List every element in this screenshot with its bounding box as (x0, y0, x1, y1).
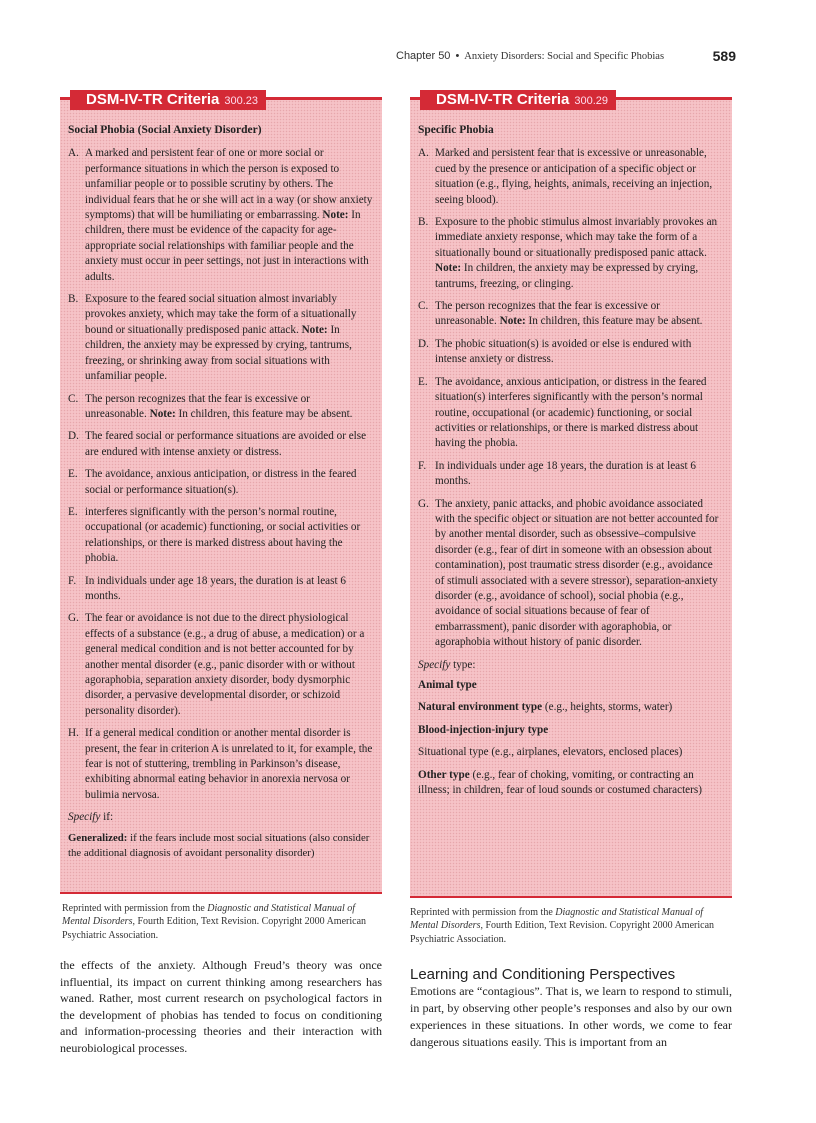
specify-label: Specify (68, 811, 101, 824)
criterion-item (418, 215, 724, 292)
criterion-text: In individuals under age 18 years, the duration is at least 6 months. (435, 459, 696, 488)
specific-phobia-criteria-box (410, 91, 732, 898)
criterion-letter: C. (68, 392, 79, 405)
type-label: Blood-injection-injury type (418, 723, 549, 736)
specify-suffix: if: (100, 811, 114, 824)
criterion-text: Marked and persistent fear that is excessive or unreasonable, cued by the presence or anticipation of a specific object or situation (e.g., flying, heights, animals, receiving an injection, seeing blood). (435, 147, 713, 206)
criterion-item (418, 299, 724, 330)
type-text: Situational type (e.g., airplanes, elevators, enclosed places) (418, 746, 683, 759)
credit-title: Diagnostic and Statistical Manual of Mental Disorders (410, 907, 704, 932)
type-label: Natural environment type (418, 701, 543, 714)
criterion-text: Exposure to the phobic stimulus almost invariably provokes an immediate anxiety response, which may take the form of a situationally bound or situationally predisposed panic attack. (435, 216, 718, 259)
type-item (418, 700, 724, 715)
generalized-specifier (68, 831, 374, 861)
body-text-left: the effects of the anxiety. Although Freud’s theory was once influential, its impact on current thinking among researchers has waned. Rather, most current research on psychological factors in the development of phobias has tended to focus on conditioning and information-processing theories and their interaction with neurobiological processes. (60, 958, 382, 1055)
type-label: Animal type (418, 679, 477, 691)
criterion-text: The fear or avoidance is not due to the direct physiological effects of a substance (e.g., a drug of abuse, a medication) or a general medical condition and is not better accounted for by another mental disorder (e.g., panic disorder with or without agoraphobia, separation anxiety disorder, body dysmorphic disorder, a pervasive developmental disorder, or schizoid personality disorder). (85, 612, 365, 717)
criterion-item (68, 146, 374, 285)
criterion-text: The anxiety, panic attacks, and phobic avoidance associated with the specific object or situation are not better accounted for by another mental disorder, such as obsessive–compulsive disorder (e.g., fear of dirt in someone with an obsession about contamination), post traumatic stress disorder (e.g., avoidance of stimuli associated with a severe stressor), separation-anxiety disorder (e.g., avoidance of school), social phobia (e.g., avoidance of social situations because of fear of embarrassment), panic disorder with agoraphobia, or agoraphobia without history of panic disorder. (435, 497, 719, 649)
criterion-letter: G. (418, 497, 429, 510)
criterion-text: Exposure to the feared social situation almost invariably provokes anxiety, which may take the form of a situationally bound or situationally predisposed panic attack. (85, 293, 357, 336)
criterion-note-text: In children, the anxiety may be expressed by crying, tantrums, freezing, or clinging. (435, 262, 699, 290)
criterion-item (68, 467, 374, 498)
criteria-tab (420, 90, 616, 110)
reprint-credit-left (62, 902, 382, 942)
criterion-letter: F. (68, 574, 77, 587)
type-item (418, 768, 724, 799)
running-head (396, 46, 736, 66)
credit-post: , Fourth Edition, Text Revision. Copyright 2000 American Psychiatric Association. (62, 916, 367, 941)
criterion-text: The person recognizes that the fear is excessive or unreasonable. (85, 392, 310, 420)
criterion-item (68, 392, 374, 423)
criterion-item (68, 726, 374, 803)
criteria-tab-title: DSM-IV-TR Criteria (86, 91, 220, 108)
social-phobia-criteria-box (60, 91, 382, 894)
criterion-note-text: In children, this feature may be absent. (178, 407, 353, 420)
credit-pre: Reprinted with permission from the (410, 907, 556, 918)
criterion-note-text: In children, there must be evidence of the capacity for age-appropriate social relationships with familiar people and the anxiety must occur in peer settings, not just in interactions with adults. (85, 209, 369, 283)
criterion-text: In individuals under age 18 years, the duration is at least 6 months. (85, 574, 346, 602)
criterion-note-text: In children, the anxiety may be expressed by crying, tantrums, freezing, or shrinking away from social situations with unfamiliar people. (85, 323, 352, 383)
criterion-letter: D. (68, 430, 79, 443)
criterion-item (418, 337, 724, 368)
generalized-label: Generalized: (68, 831, 128, 844)
criterion-letter: B. (418, 216, 429, 229)
criterion-item (68, 611, 374, 719)
type-label: Other type (418, 768, 470, 781)
criterion-text: A marked and persistent fear of one or more social or performance situations in which the person is exposed to unfamiliar people or to possible scrutiny by others. The individual fears that he or she will act in a way (or show anxiety symptoms) that will be humiliating or embarrassing. (85, 147, 373, 222)
criteria-content (68, 123, 374, 868)
criterion-item (68, 429, 374, 460)
criterion-letter: E. (68, 505, 78, 518)
criterion-letter: C. (418, 300, 429, 313)
criteria-tab-code: 300.23 (224, 95, 259, 107)
criteria-tab-title: DSM-IV-TR Criteria (436, 91, 570, 108)
criterion-text: The avoidance, anxious anticipation, or distress in the feared social or performance situation(s). (85, 468, 357, 496)
header-bullet: • (455, 50, 460, 62)
criterion-letter: A. (68, 147, 79, 160)
body-text-right: Emotions are “contagious”. That is, we learn to respond to stimuli, in part, by observing other people’s responses and also by our own experiences in these situations. In other words, we come to fear dangerous situations easily. This is important from an (410, 984, 732, 1049)
specify-line (68, 810, 374, 825)
criterion-letter: B. (68, 293, 79, 306)
specify-suffix: type: (450, 658, 476, 671)
credit-pre: Reprinted with permission from the (62, 903, 208, 914)
criterion-note-label: Note: (499, 315, 526, 328)
running-title: Anxiety Disorders: Social and Specific Phobias (464, 50, 665, 62)
criterion-item (418, 375, 724, 452)
criterion-note-text: In children, this feature may be absent. (528, 315, 703, 328)
specify-label: Specify (418, 658, 451, 671)
criterion-text: The phobic situation(s) is avoided or else is endured with intense anxiety or distress. (435, 337, 692, 366)
criterion-item (418, 497, 724, 651)
criterion-letter: A. (418, 147, 429, 160)
criteria-list (68, 146, 374, 803)
criterion-item (68, 292, 374, 384)
type-text: (e.g., heights, storms, water) (542, 701, 673, 714)
criteria-list (418, 146, 724, 650)
credit-post: , Fourth Edition, Text Revision. Copyright 2000 American Psychiatric Association. (410, 920, 715, 945)
type-item (418, 678, 724, 693)
criterion-item (418, 459, 724, 490)
criterion-letter: G. (68, 612, 79, 625)
criterion-letter: F. (418, 459, 427, 472)
criterion-item (418, 146, 724, 208)
box-heading: Social Phobia (Social Anxiety Disorder) (68, 124, 262, 136)
generalized-text: if the fears include most social situations (also consider the additional diagnosis of avoidant personality disorder) (68, 831, 370, 859)
criterion-item (68, 505, 374, 567)
type-text: (e.g., fear of choking, vomiting, or contracting an illness; in children, fear of loud sounds or costumed characters) (418, 768, 702, 797)
criterion-letter: E. (68, 468, 78, 481)
box-heading: Specific Phobia (418, 124, 494, 136)
criterion-text: If a general medical condition or another mental disorder is present, the fear in criterion A is unrelated to it, for example, the fear is not of stuttering, trembling in Parkinson’s disease, exhibiting abnormal eating behavior in anorexia nervosa or bulimia nervosa. (85, 727, 373, 801)
credit-title: Diagnostic and Statistical Manual of Mental Disorders (62, 903, 356, 928)
criterion-note-label: Note: (322, 209, 349, 222)
criterion-note-label: Note: (149, 407, 176, 420)
criteria-tab-code: 300.29 (574, 95, 609, 107)
chapter-label: Chapter 50 (396, 50, 451, 62)
criterion-text: interferes significantly with the person’s normal routine, occupational (or academic) functioning, or social activities or relationships, or there is marked distress about having the phobia. (85, 505, 361, 565)
criterion-text: The person recognizes that the fear is excessive or unreasonable. (435, 300, 660, 328)
criterion-letter: E. (418, 375, 428, 388)
criterion-text: The feared social or performance situations are avoided or else are endured with intense anxiety or distress. (85, 430, 367, 458)
reprint-credit-right (410, 906, 732, 946)
page-number: 589 (712, 48, 736, 64)
type-item (418, 745, 724, 760)
criterion-note-label: Note: (301, 323, 328, 336)
type-list (418, 678, 724, 798)
criterion-note-label: Note: (435, 262, 462, 275)
criterion-item (68, 574, 374, 605)
specify-line (418, 658, 724, 673)
section-heading: Learning and Conditioning Perspectives (410, 966, 676, 983)
criterion-letter: D. (418, 337, 429, 350)
criteria-tab (70, 90, 266, 110)
type-item (418, 723, 724, 738)
criterion-letter: H. (68, 727, 79, 740)
criterion-text: The avoidance, anxious anticipation, or distress in the feared situation(s) interferes significantly with the person’s normal routine, occupational (or academic) functioning, or social activities or relationships, or there is marked distress about having the phobia. (435, 375, 707, 450)
criteria-content (418, 123, 724, 805)
